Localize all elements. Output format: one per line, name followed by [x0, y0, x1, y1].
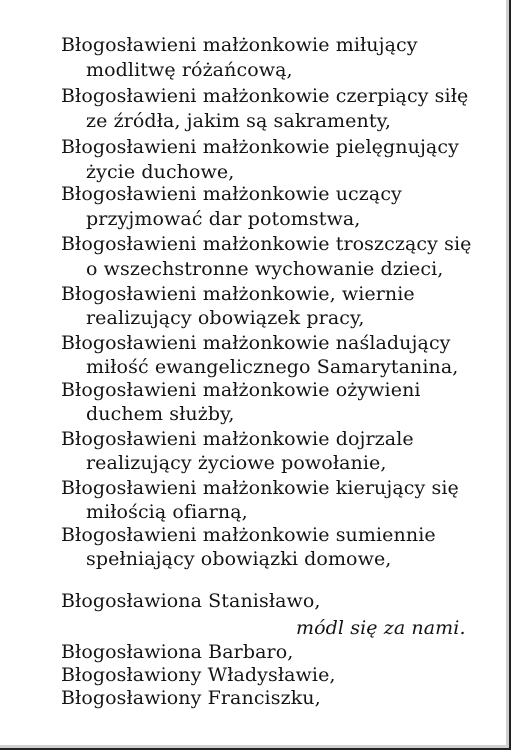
invocation-line: Błogosławiona Stanisławo, — [61, 590, 321, 612]
litany-line-continuation: o wszechstronne wychowanie dzieci, — [86, 258, 444, 280]
litany-line: Błogosławieni małżonkowie naśladujący — [61, 332, 451, 354]
litany-line: Błogosławieni małżonkowie dojrzale — [61, 428, 414, 450]
litany-line-continuation: spełniający obowiązki domowe, — [86, 548, 392, 570]
litany-line-continuation: życie duchowe, — [86, 161, 235, 183]
litany-line: Błogosławieni małżonkowie ożywieni — [61, 379, 421, 401]
invocation-line: Błogosławiony Władysławie, — [61, 664, 336, 686]
litany-line: Błogosławieni małżonkowie pielęgnujący — [61, 136, 459, 158]
litany-line-continuation: miłość ewangelicznego Samarytanina, — [86, 356, 459, 378]
litany-line: Błogosławieni małżonkowie, wiernie — [61, 283, 415, 305]
litany-line: Błogosławieni małżonkowie sumiennie — [61, 524, 436, 546]
litany-line: Błogosławieni małżonkowie troszczący się — [61, 233, 472, 255]
litany-line: Błogosławieni małżonkowie czerpiący siłę — [61, 85, 469, 107]
invocation-line: Błogosławiona Barbaro, — [61, 641, 294, 663]
litany-line-continuation: ze źródła, jakim są sakramenty, — [86, 110, 392, 132]
litany-line-continuation: realizujący obowiązek pracy, — [86, 307, 365, 329]
litany-line: Błogosławieni małżonkowie kierujący się — [61, 477, 459, 499]
litany-line-continuation: miłością ofiarną, — [86, 501, 248, 523]
litany-line: Błogosławieni małżonkowie uczący — [61, 183, 402, 205]
response-line: módl się za nami. — [296, 617, 466, 639]
litany-line-continuation: modlitwę różańcową, — [86, 59, 293, 81]
invocation-line: Błogosławiony Franciszku, — [61, 687, 321, 709]
litany-line-continuation: realizujący życiowe powołanie, — [86, 452, 387, 474]
litany-line-continuation: duchem służby, — [86, 403, 235, 425]
litany-line-continuation: przyjmować dar potomstwa, — [86, 208, 361, 230]
litany-line: Błogosławieni małżonkowie miłujący — [61, 34, 418, 56]
